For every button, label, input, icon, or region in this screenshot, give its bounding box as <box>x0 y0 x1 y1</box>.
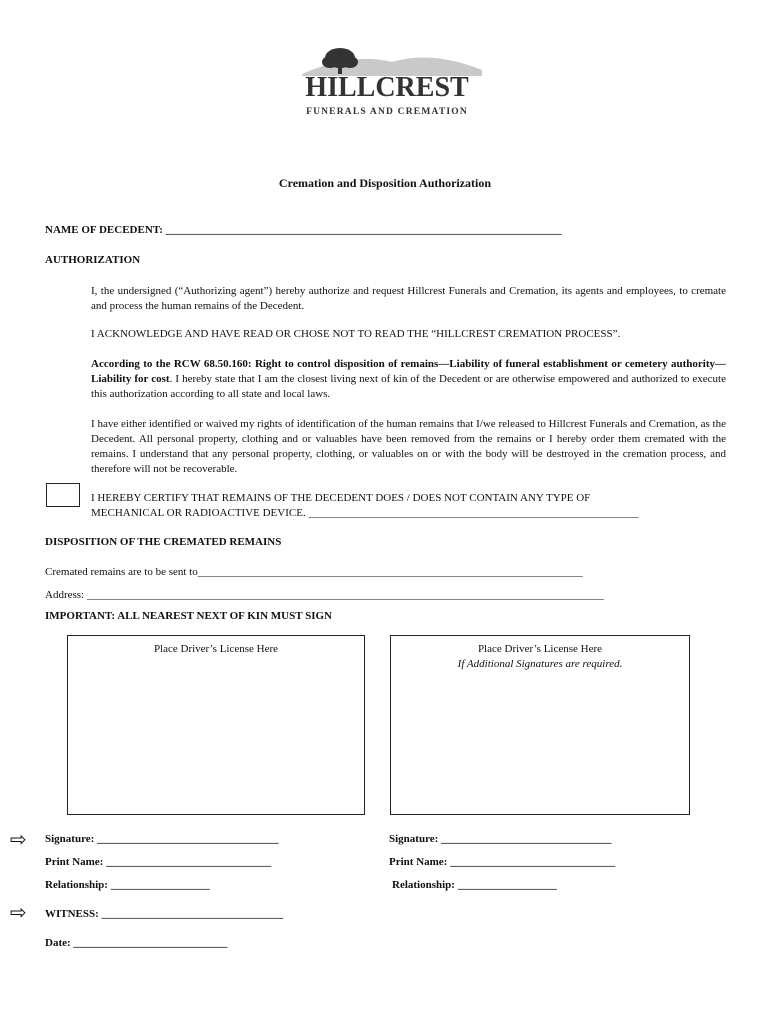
authorization-heading: AUTHORIZATION <box>45 254 141 266</box>
authorization-para-4: I have either identified or waived my rights of identification of the human remains that I/we released to Hillcrest Funerals and Cremation, as the Decedent. All personal property, clothing and or valuables have been removed from the remains or I hereby order them cremated with the remains. I understand that any personal property, clothing, or valuables on or with the body will be destroyed in the cremation process, and therefore will not be recoverable. <box>91 418 726 475</box>
decedent-name-field[interactable]: ________________________________________________________________________ <box>165 224 562 236</box>
logo-tagline: FUNERALS AND CREMATION <box>306 107 468 117</box>
signature-field-left[interactable]: Signature: _________________________________ <box>45 833 279 845</box>
page-title: Cremation and Disposition Authorization <box>278 176 492 190</box>
relationship-field-right[interactable]: Relationship: __________________ <box>392 879 557 891</box>
certify-line-2[interactable]: MECHANICAL OR RADIOACTIVE DEVICE. ____________________________________________________________ <box>91 507 639 519</box>
rcw-reference: According to the RCW 68.50.160 <box>91 358 248 370</box>
sent-to-field[interactable]: Cremated remains are to be sent to______________________________________________________________________ <box>45 566 583 578</box>
decedent-label: NAME OF DECEDENT: <box>45 224 163 236</box>
important-notice: IMPORTANT: ALL NEAREST NEXT OF KIN MUST SIGN <box>45 610 332 622</box>
disposition-heading: DISPOSITION OF THE CREMATED REMAINS <box>45 536 282 548</box>
arrow-right-icon: ⇨ <box>10 900 27 924</box>
print-name-field-right[interactable]: Print Name: ______________________________ <box>389 856 616 868</box>
authorization-para-2: I ACKNOWLEDGE AND HAVE READ OR CHOSE NOT TO READ THE “HILLCREST CREMATION PROCESS”. <box>91 328 621 340</box>
witness-field[interactable]: WITNESS: _________________________________ <box>45 908 284 920</box>
authorization-para-3 <box>91 357 726 402</box>
logo-name: HILLCREST <box>305 72 469 103</box>
relationship-field-left[interactable]: Relationship: __________________ <box>45 879 210 891</box>
license-box-left-label: Place Driver’s License Here <box>153 643 279 655</box>
certify-statement <box>91 491 638 521</box>
rcw-statement: . I hereby state that I am the closest living next of kin of the Decedent or are otherwise empowered and authorized to execute this authorization according to all state and local laws. <box>91 373 726 400</box>
decedent-row <box>45 224 562 236</box>
license-box-right-note: If Additional Signatures are required. <box>457 658 623 670</box>
drivers-license-box-left[interactable] <box>67 635 365 815</box>
print-name-field-left[interactable]: Print Name: ______________________________ <box>45 856 272 868</box>
arrow-right-icon: ⇨ <box>10 827 27 851</box>
certify-line-1: I HEREBY CERTIFY THAT REMAINS OF THE DECEDENT DOES / DOES NOT CONTAIN ANY TYPE OF <box>91 492 591 504</box>
rcw-title: : Right to control disposition of remains—Liability of funeral establishment or cemetery authority—Liability for cost <box>91 358 726 385</box>
license-box-right-label: Place Driver’s License Here <box>477 643 603 655</box>
hillcrest-logo <box>282 44 492 120</box>
certify-checkbox[interactable] <box>46 483 80 507</box>
tree-hills-logo-icon <box>282 44 492 120</box>
signature-field-right[interactable]: Signature: _______________________________ <box>389 833 612 845</box>
drivers-license-box-right[interactable] <box>390 635 690 815</box>
authorization-para-1: I, the undersigned (“Authorizing agent”) hereby authorize and request Hillcrest Funerals and Cremation, its agents and employees, to cremate and process the human remains of the Decedent. <box>91 285 726 312</box>
address-field[interactable]: Address: ______________________________________________________________________________________________ <box>45 589 604 601</box>
date-field[interactable]: Date: ____________________________ <box>45 937 228 949</box>
